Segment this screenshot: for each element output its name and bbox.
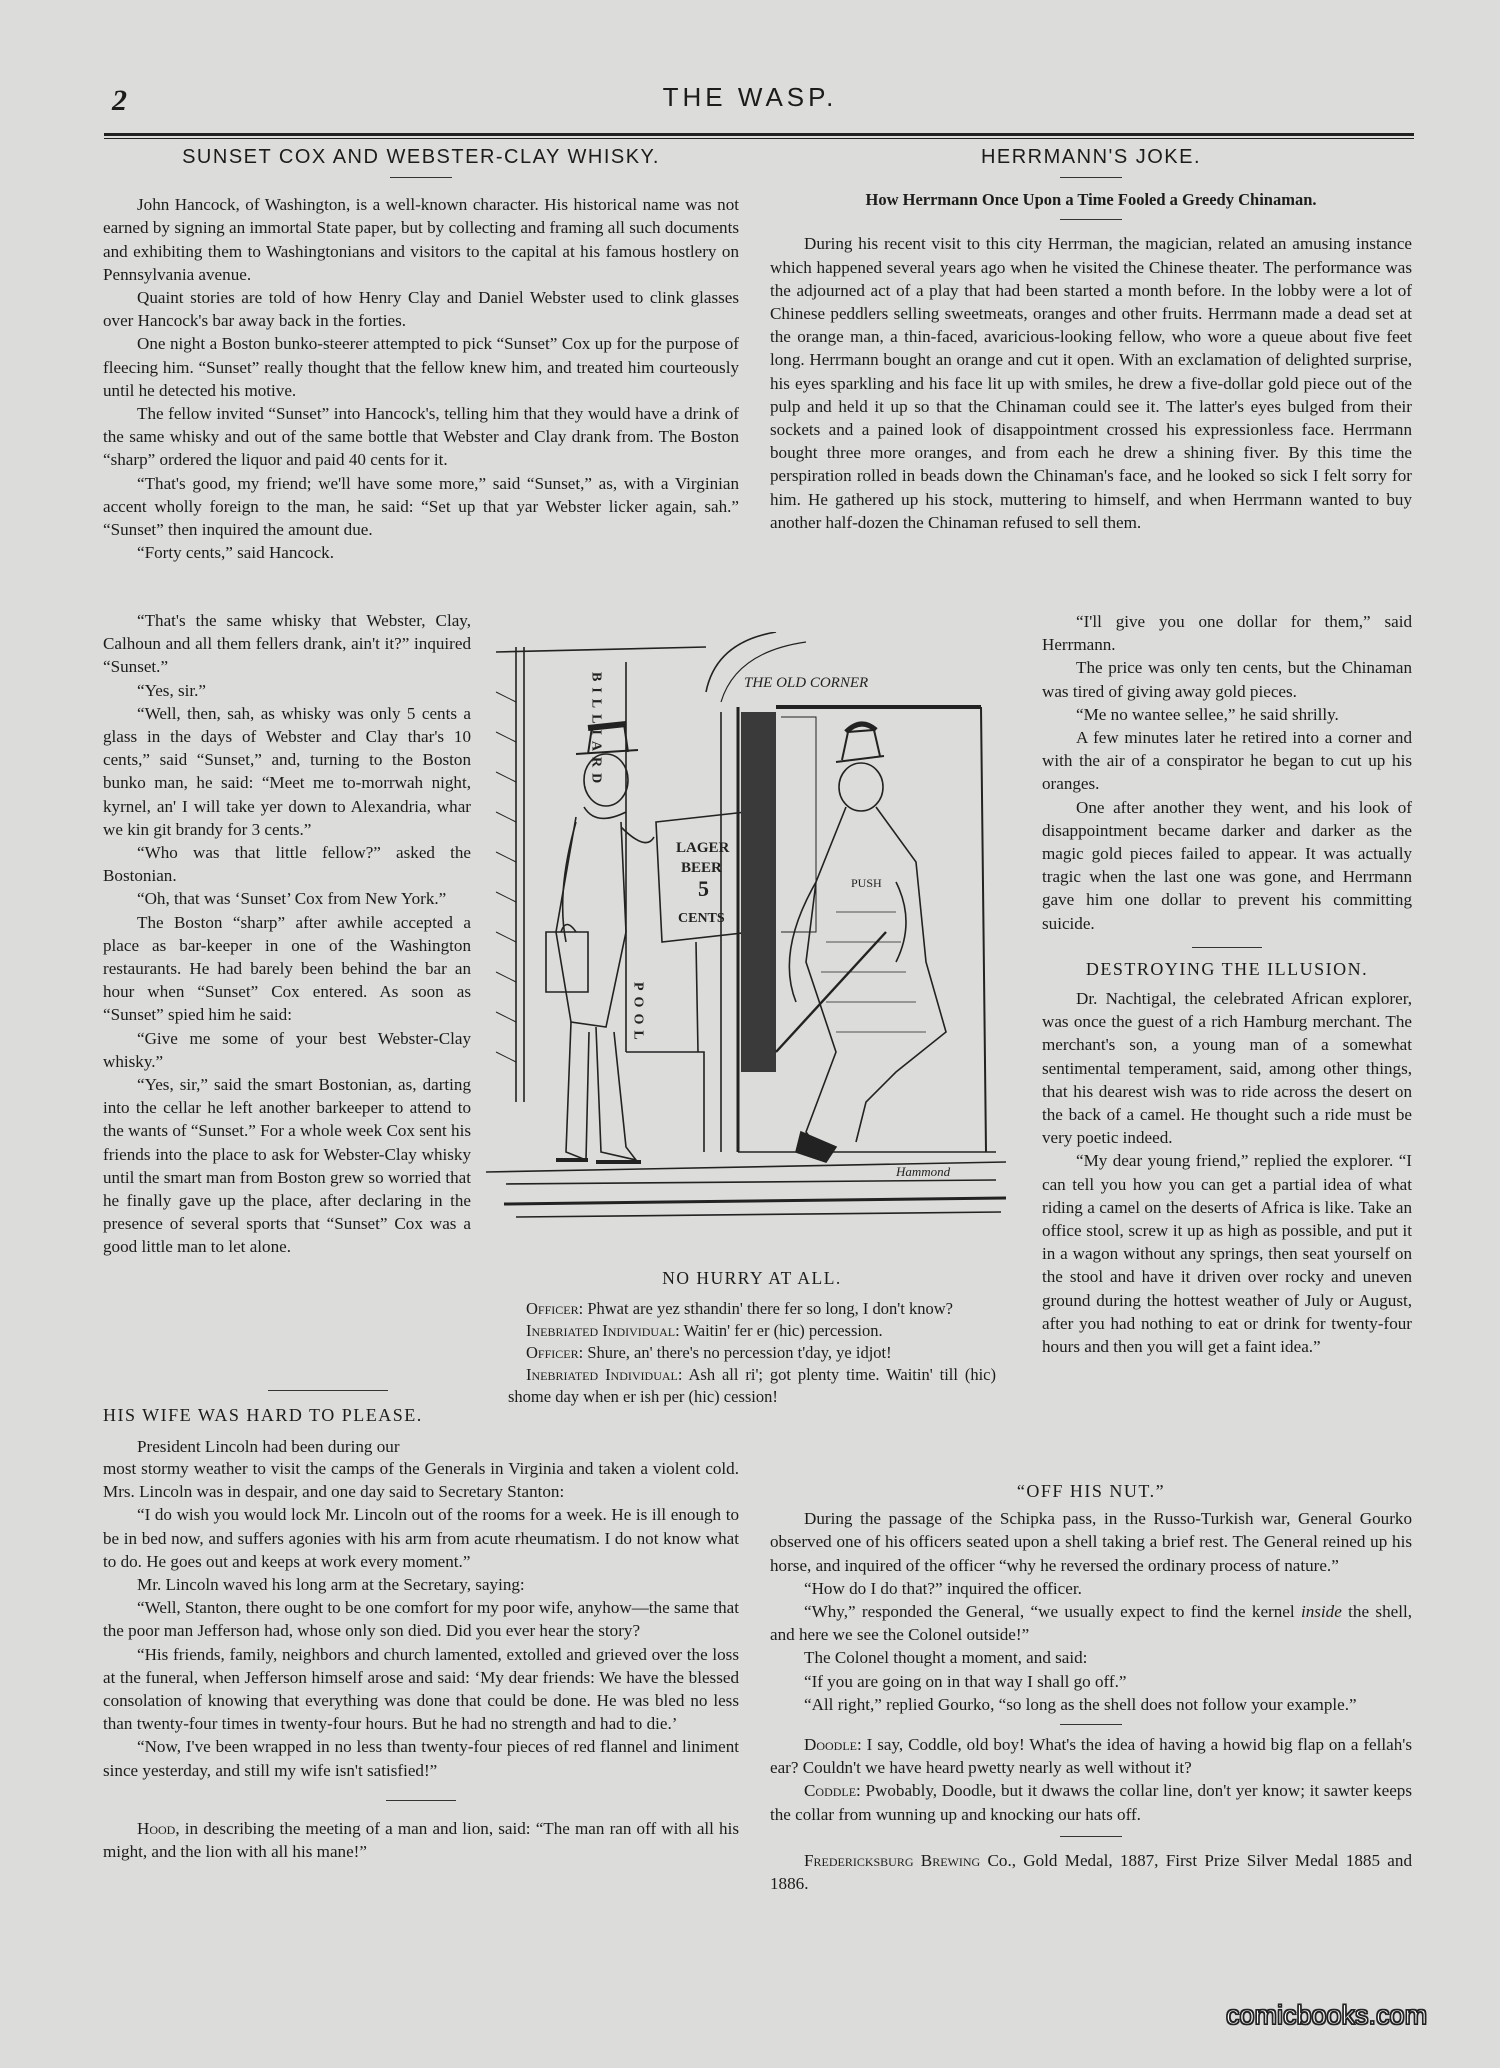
paragraph: “I'll give you one dollar for them,” said Herrmann. bbox=[1042, 612, 1412, 655]
speaker: Coddle: bbox=[804, 1781, 861, 1801]
page-number: 2 bbox=[112, 84, 127, 117]
paragraph: President Lincoln had been during our bbox=[137, 1437, 400, 1457]
dialogue-line bbox=[508, 1298, 996, 1320]
paragraph: Quaint stories are told of how Henry Clay and Daniel Webster used to clink glasses over Hancock's bar away back in the forties. bbox=[103, 288, 739, 331]
line-text: I say, Coddle, old boy! What's the idea of having a howid big flap on a fellah's ear? Couldn't we have heard pwetty nearly as well without it? bbox=[770, 1735, 1412, 1778]
wife-article-head bbox=[103, 1404, 471, 1458]
sign-price: 5 bbox=[698, 876, 709, 901]
sign-push: PUSH bbox=[851, 876, 882, 890]
paragraph: “That's good, my friend; we'll have some more,” said “Sunset,” as, with a Virginian accent wholly foreign to the man, he said: “Set up that yar Webster licker again, sah.” “Sunset” then inquired the amount due. bbox=[103, 473, 739, 540]
masthead: THE WASP. bbox=[662, 82, 838, 112]
paragraph: The Boston “sharp” after awhile accepted a place as bar-keeper in one of the Washington restaurants. He had barely been behind the bar an hour when “Sunset” Cox entered. As soon as “Sunset” spied him he said: bbox=[103, 912, 471, 1025]
sunset-cox-continued bbox=[103, 609, 471, 1259]
speaker: Officer: bbox=[526, 1343, 584, 1362]
line-text: Phwat are yez sthandin' there fer so long, I don't know? bbox=[587, 1299, 953, 1318]
paragraph: “All right,” replied Gourko, “so long as the shell does not follow your example.” bbox=[804, 1694, 1357, 1714]
paragraph: “Me no wantee sellee,” he said shrilly. bbox=[1076, 704, 1339, 724]
paragraph: “Well, Stanton, there ought to be one comfort for my poor wife, anyhow—the same that the poor man Jefferson had, whose only son died. Did you ever hear the story? bbox=[103, 1598, 739, 1641]
paragraph: “I do wish you would lock Mr. Lincoln out of the rooms for a week. He is ill enough to be in bed now, and suffers agonies with his arm from acute rheumatism. I do not know what to do. He goes out and keeps at work every moment.” bbox=[103, 1505, 739, 1571]
article-title: DESTROYING THE ILLUSION. bbox=[1085, 958, 1369, 979]
section-rule bbox=[386, 1800, 456, 1801]
coddle-paragraph bbox=[770, 1733, 1412, 1779]
paragraph: “Who was that little fellow?” asked the Bostonian. bbox=[103, 843, 471, 886]
section-rule bbox=[268, 1390, 388, 1391]
paragraph: The price was only ten cents, but the Chinaman was tired of giving away gold pieces. bbox=[1042, 658, 1412, 701]
paragraph: “Forty cents,” said Hancock. bbox=[137, 543, 334, 563]
ad-text: Co., Gold Medal, 1887, First Prize Silver Medal 1885 and 1886. bbox=[770, 1850, 1412, 1894]
speaker: Inebriated Individual: bbox=[526, 1365, 683, 1384]
watermark: comicbooks.com bbox=[1226, 2000, 1428, 2030]
title-rule bbox=[1060, 219, 1122, 220]
paragraph: John Hancock, of Washington, is a well-known character. His historical name was not earned by signing an immortal State paper, but by collecting and framing all such documents and exhibiting them to Washingtonians and visitors to the capital at his famous hostlery on Pennsylvania avenue. bbox=[103, 195, 739, 284]
coddle-paragraph bbox=[770, 1779, 1412, 1825]
sign-billiard: BILLIARD bbox=[588, 672, 604, 790]
speaker: Officer: bbox=[526, 1299, 584, 1318]
emphasis: inside bbox=[1300, 1602, 1342, 1622]
title-rule bbox=[1060, 177, 1122, 178]
title-rule bbox=[390, 177, 452, 178]
dialogue-line bbox=[508, 1320, 996, 1342]
speaker: Doodle: bbox=[804, 1735, 862, 1755]
cartoon-caption-title: NO HURRY AT ALL. bbox=[662, 1268, 842, 1288]
herrmann-continued bbox=[1042, 610, 1412, 1358]
paragraph: Mr. Lincoln waved his long arm at the Secretary, saying: bbox=[137, 1575, 525, 1595]
header-rule-thin bbox=[104, 138, 1414, 139]
paragraph: most stormy weather to visit the camps of the Generals in Virginia and taken a violent cold. Mrs. Lincoln was in despair, and one day said to Secretary Stanton: bbox=[103, 1459, 739, 1502]
paragraph: One night a Boston bunko-steerer attempted to pick “Sunset” Cox up for the purpose of fleecing him. “Sunset” really thought that the fellow knew him, and treated him courteously until he detected his motive. bbox=[103, 334, 739, 400]
paragraph: A few minutes later he retired into a corner and with the air of a conspirator he began to cut up his oranges. bbox=[1042, 728, 1412, 794]
line-text: Shure, an' there's no percession t'day, ye idjot! bbox=[587, 1343, 892, 1362]
header-rule bbox=[104, 133, 1414, 136]
paragraph: During the passage of the Schipka pass, in the Russo-Turkish war, General Gourko observed one of his officers seated upon a shell taking a brief rest. The General reined up his horse, and inquired of the officer “why he reversed the ordinary process of nature.” bbox=[770, 1509, 1412, 1575]
line-text: Waitin' fer er (hic) percession. bbox=[683, 1321, 883, 1340]
off-his-nut-article bbox=[770, 1480, 1412, 1895]
paragraph: “His friends, family, neighbors and church lamented, extolled and grieved over the loss at the funeral, when Jefferson himself arose and said: ‘My dear friends: We have the blessed consolation of knowing that everything was done that could be done. He was bled no less than twenty-four times in twenty-four hours. But he had no strength and had to die.’ bbox=[103, 1644, 739, 1734]
paragraph: During his recent visit to this city Herrman, the magician, related an amusing instance which happened several years ago when he visited the Chinese theater. The performance was the adjourned act of a play that had been started a month before. In the lobby were a lot of Chinese peddlers selling sweetmeats, oranges and other fruits. Herrmann made a dead set at the orange man, a thin-faced, avaricious-looking fellow, who wore a queue about five feet long. Herrmann bought an orange and cut it open. With an exclamation of delighted surprise, his eyes sparkling and his face lit up with smiles, he drew a five-dollar gold piece out of the pulp and held it up so that the Chinaman could see it. The latter's eyes bulged from their sockets and a pained look of disappointment crossed his expressionless face. Herrmann bought three more oranges, and from each he drew a shining fiver. By this time the perspiration rolled in beads down the Chinaman's face, and he looked so sick I felt sorry for him. He gathered up his stock, muttering to himself, and when Herrmann wanted to buy another half-dozen the Chinaman refused to sell them. bbox=[770, 234, 1412, 532]
text: the shell, and here we see the Colonel outside!” bbox=[770, 1602, 1412, 1645]
artist-signature: Hammond bbox=[896, 1164, 951, 1179]
hood-text: , in describing the meeting of a man and lion, said: “The man ran off with all his might, and the lion with all his mane!” bbox=[103, 1818, 739, 1862]
paragraph: The Colonel thought a moment, and said: bbox=[804, 1648, 1088, 1668]
sign-old-corner: THE OLD CORNER bbox=[744, 675, 869, 691]
paragraph: “How do I do that?” inquired the officer. bbox=[804, 1578, 1082, 1598]
cartoon-dialogue bbox=[508, 1298, 996, 1408]
paragraph bbox=[770, 1600, 1412, 1646]
article-subtitle: How Herrmann Once Upon a Time Fooled a Greedy Chinaman. bbox=[865, 190, 1317, 210]
wife-article-body bbox=[103, 1457, 739, 1863]
article-title: SUNSET COX AND WEBSTER-CLAY WHISKY. bbox=[182, 146, 660, 168]
section-rule bbox=[1060, 1724, 1122, 1725]
paragraph: Dr. Nachtigal, the celebrated African explorer, was once the guest of a rich Hamburg merchant. The merchant's son, a young man of a somewhat sentimental temperament, said, among other things, that his dearest wish was to ride across the desert on the back of a camel. He thought such a ride must be very poetic indeed. bbox=[1042, 989, 1412, 1148]
cartoon-illustration bbox=[476, 632, 1014, 1224]
paragraph: “Yes, sir.” bbox=[137, 680, 207, 700]
paragraph: “Oh, that was ‘Sunset’ Cox from New York.” bbox=[137, 889, 447, 909]
paragraph: “Give me some of your best Webster-Clay whisky.” bbox=[103, 1028, 471, 1071]
paragraph: “If you are going on in that way I shall go off.” bbox=[804, 1671, 1127, 1691]
herrmann-article bbox=[770, 146, 1412, 534]
paragraph: “That's the same whisky that Webster, Clay, Calhoun and all them fellers drank, ain't it?” inquired “Sunset.” bbox=[103, 611, 471, 677]
ad-brand: Fredericksburg Brewing bbox=[804, 1850, 981, 1870]
paragraph: “Now, I've been wrapped in no less than twenty-four pieces of red flannel and liniment since yesterday, and still my wife isn't satisfied!” bbox=[103, 1737, 739, 1780]
dialogue-line bbox=[508, 1364, 996, 1408]
ad-paragraph bbox=[770, 1849, 1412, 1895]
dialogue-line bbox=[508, 1342, 996, 1364]
paragraph: “My dear young friend,” replied the explorer. “I can tell you how you can get a partial idea of what riding a camel on the deserts of Africa is like. Take an office stool, screw it up as high as possible, and put it in a wagon without any springs, then seat yourself on the stool and have it driven over rocky and uneven ground during the hottest weather of July or August, after you had nothing to eat or drink for twenty-four hours and then you will get a faint idea.” bbox=[1042, 1151, 1412, 1357]
paragraph: “Well, then, sah, as whisky was only 5 cents a glass in the days of Webster and Clay thar's 10 cents,” said “Sunset,” and, turning to the Boston bunko man, he said: “Meet me to-morrwah night, kyrnel, an' I will take yer down to Alexandria, whar we kin git brandy for 3 cents.” bbox=[103, 703, 471, 839]
text: “Why,” responded the General, “we usually expect to find the kernel bbox=[804, 1602, 1301, 1622]
paragraph: “Yes, sir,” said the smart Bostonian, as, darting into the cellar he left another barkeeper to attend to the wants of “Sunset.” For a whole week Cox sent his friends into the place to ask for Webster-Clay whisky until the smart man from Boston grew so worried that he finally gave up the place, after declaring in the presence of several sports that “Sunset” Cox was a good little man to let alone. bbox=[103, 1075, 471, 1257]
line-text: Pwobably, Doodle, but it dwaws the collar line, don't yer know; it sawter keeps the collar from wunning up and knocking our hats off. bbox=[770, 1781, 1413, 1824]
sign-beer: BEER bbox=[681, 860, 722, 876]
sign-cents: CENTS bbox=[678, 911, 725, 926]
paragraph: One after another they went, and his look of disappointment became darker and darker as the magic gold pieces failed to appear. It was actually tragic when the last one was gone, and Herrmann gave him one dollar to prevent his committing suicide. bbox=[1042, 797, 1412, 933]
article-title: HERRMANN'S JOKE. bbox=[980, 146, 1202, 168]
sign-pool: POOL bbox=[630, 982, 646, 1046]
section-rule bbox=[1192, 947, 1262, 948]
section-rule bbox=[1060, 1836, 1122, 1837]
line-text: Ash all ri'; got plenty time. Waitin' till (hic) shome day when er ish per (hic) cession! bbox=[508, 1365, 997, 1406]
article-title: HIS WIFE WAS HARD TO PLEASE. bbox=[103, 1405, 423, 1425]
hood-paragraph bbox=[103, 1817, 739, 1863]
article-title: “OFF HIS NUT.” bbox=[1016, 1481, 1166, 1501]
sunset-cox-article bbox=[103, 146, 739, 564]
hood-name: Hood bbox=[137, 1818, 176, 1838]
sign-lager: LAGER bbox=[676, 840, 730, 856]
speaker: Inebriated Individual: bbox=[526, 1321, 680, 1340]
paragraph: The fellow invited “Sunset” into Hancock's, telling him that they would have a drink of the same whisky and out of the same bottle that Webster and Clay drank from. The Boston “sharp” ordered the liquor and paid 40 cents for it. bbox=[103, 404, 739, 470]
